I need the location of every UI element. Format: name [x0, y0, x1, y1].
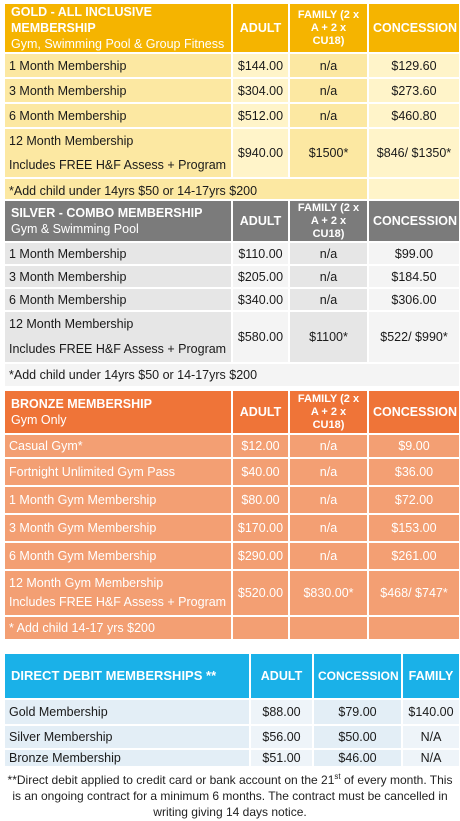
adult-price: $520.00 — [232, 570, 289, 616]
adult-price: $110.00 — [232, 242, 289, 265]
family-price: $140.00 — [402, 699, 460, 725]
row-label: Fortnight Unlimited Gym Pass — [4, 458, 232, 486]
family-price: $1500* — [289, 128, 368, 178]
family-price: n/a — [289, 458, 368, 486]
family-price: n/a — [289, 542, 368, 570]
concession-price: $79.00 — [313, 699, 402, 725]
concession-price: $36.00 — [368, 458, 460, 486]
table-row — [4, 103, 460, 128]
family-price: n/a — [289, 514, 368, 542]
gold-title: GOLD - ALL INCLUSIVE MEMBERSHIP — [11, 5, 152, 35]
concession-price: $99.00 — [368, 242, 460, 265]
silver-subtitle: Gym & Swimming Pool — [11, 222, 139, 236]
concession-price: $72.00 — [368, 486, 460, 514]
family-price: $1100* — [289, 311, 368, 363]
family-price: n/a — [289, 434, 368, 458]
row-label: Bronze Membership — [4, 749, 250, 767]
row-label: Silver Membership — [4, 725, 250, 749]
empty-cell — [368, 616, 460, 640]
family-price: n/a — [289, 486, 368, 514]
family-price: n/a — [289, 78, 368, 103]
concession-price: $846/ $1350* — [368, 128, 460, 178]
family-price: $830.00* — [289, 570, 368, 616]
concession-price: $9.00 — [368, 434, 460, 458]
family-price: N/A — [402, 749, 460, 767]
table-row — [4, 434, 460, 458]
adult-price: $304.00 — [232, 78, 289, 103]
family-price: n/a — [289, 103, 368, 128]
concession-price: $184.50 — [368, 265, 460, 288]
adult-price: $580.00 — [232, 311, 289, 363]
direct-debit-title: DIRECT DEBIT MEMBERSHIPS ** — [4, 653, 250, 699]
silver-title: SILVER - COMBO MEMBERSHIP — [11, 206, 203, 220]
row-label: 1 Month Membership — [4, 53, 232, 78]
concession-price: $306.00 — [368, 288, 460, 311]
gold-col-adult: ADULT — [232, 3, 289, 53]
row-label: 12 Month Membership Includes FREE H&F Assess + Program — [4, 311, 232, 363]
table-row — [4, 570, 460, 616]
concession-price: $50.00 — [313, 725, 402, 749]
bronze-col-adult: ADULT — [232, 390, 289, 434]
adult-price: $512.00 — [232, 103, 289, 128]
silver-col-family: FAMILY (2 x A + 2 x CU18) — [289, 200, 368, 242]
bronze-note: * Add child 14-17 yrs $200 — [4, 616, 232, 640]
gold-header — [4, 3, 232, 53]
concession-price: $460.80 — [368, 103, 460, 128]
empty-cell — [232, 616, 289, 640]
adult-price: $51.00 — [250, 749, 313, 767]
dd-col-concession: CONCESSION — [313, 653, 402, 699]
gold-membership-table — [3, 2, 460, 204]
concession-price: $273.60 — [368, 78, 460, 103]
family-price: n/a — [289, 265, 368, 288]
silver-header — [4, 200, 232, 242]
adult-price: $205.00 — [232, 265, 289, 288]
dd-col-family: FAMILY — [402, 653, 460, 699]
concession-price: $468/ $747* — [368, 570, 460, 616]
silver-col-adult: ADULT — [232, 200, 289, 242]
row-label: Gold Membership — [4, 699, 250, 725]
table-row — [4, 311, 460, 363]
family-price: n/a — [289, 53, 368, 78]
row-label: 3 Month Membership — [4, 265, 232, 288]
row-label: Casual Gym* — [4, 434, 232, 458]
row-label: 1 Month Membership — [4, 242, 232, 265]
row-label: 1 Month Gym Membership — [4, 486, 232, 514]
adult-price: $56.00 — [250, 725, 313, 749]
row-label: 3 Month Membership — [4, 78, 232, 103]
bronze-subtitle: Gym Only — [11, 413, 67, 427]
bronze-col-family: FAMILY (2 x A + 2 x CU18) — [289, 390, 368, 434]
table-row — [4, 542, 460, 570]
row-label: 6 Month Gym Membership — [4, 542, 232, 570]
family-price: n/a — [289, 242, 368, 265]
concession-price: $261.00 — [368, 542, 460, 570]
concession-price: $129.60 — [368, 53, 460, 78]
family-price: N/A — [402, 725, 460, 749]
bronze-title: BRONZE MEMBERSHIP — [11, 397, 152, 411]
row-label: 12 Month Membership Includes FREE H&F Assess + Program — [4, 128, 232, 178]
row-label: 12 Month Gym Membership Includes FREE H&F Assess + Program — [4, 570, 232, 616]
adult-price: $80.00 — [232, 486, 289, 514]
silver-membership-table — [3, 199, 460, 388]
row-label: 6 Month Membership — [4, 103, 232, 128]
row-label: 6 Month Membership — [4, 288, 232, 311]
bronze-header — [4, 390, 232, 434]
family-price: n/a — [289, 288, 368, 311]
adult-price: $144.00 — [232, 53, 289, 78]
table-row — [4, 265, 460, 288]
table-row — [4, 458, 460, 486]
bronze-membership-table — [3, 389, 460, 641]
adult-price: $170.00 — [232, 514, 289, 542]
direct-debit-note: **Direct debit applied to credit card or bank account on the 21st of every month. This is an ongoing contract for a minimum 6 months. The contract must be cancelled in writing giving 14 days notice. — [7, 772, 453, 819]
adult-price: $12.00 — [232, 434, 289, 458]
bronze-col-concession: CONCESSION — [368, 390, 460, 434]
concession-price: $46.00 — [313, 749, 402, 767]
adult-price: $940.00 — [232, 128, 289, 178]
table-row — [4, 128, 460, 178]
adult-price: $290.00 — [232, 542, 289, 570]
gold-subtitle: Gym, Swimming Pool & Group Fitness — [11, 37, 225, 51]
adult-price: $40.00 — [232, 458, 289, 486]
concession-price: $522/ $990* — [368, 311, 460, 363]
table-row — [4, 288, 460, 311]
direct-debit-table — [3, 652, 460, 768]
empty-cell — [289, 616, 368, 640]
adult-price: $340.00 — [232, 288, 289, 311]
gold-col-family: FAMILY (2 x A + 2 x CU18) — [289, 3, 368, 53]
table-row — [4, 242, 460, 265]
table-row — [4, 725, 460, 749]
table-row — [4, 486, 460, 514]
table-row — [4, 699, 460, 725]
table-row — [4, 78, 460, 103]
concession-price: $153.00 — [368, 514, 460, 542]
gold-note: *Add child under 14yrs $50 or 14-17yrs $200 — [4, 178, 368, 203]
dd-col-adult: ADULT — [250, 653, 313, 699]
table-row — [4, 749, 460, 767]
adult-price: $88.00 — [250, 699, 313, 725]
silver-note: *Add child under 14yrs $50 or 14-17yrs $200 — [4, 363, 460, 387]
row-label: 3 Month Gym Membership — [4, 514, 232, 542]
silver-col-concession: CONCESSION — [368, 200, 460, 242]
table-row — [4, 514, 460, 542]
table-row — [4, 53, 460, 78]
gold-col-concession: CONCESSION — [368, 3, 460, 53]
